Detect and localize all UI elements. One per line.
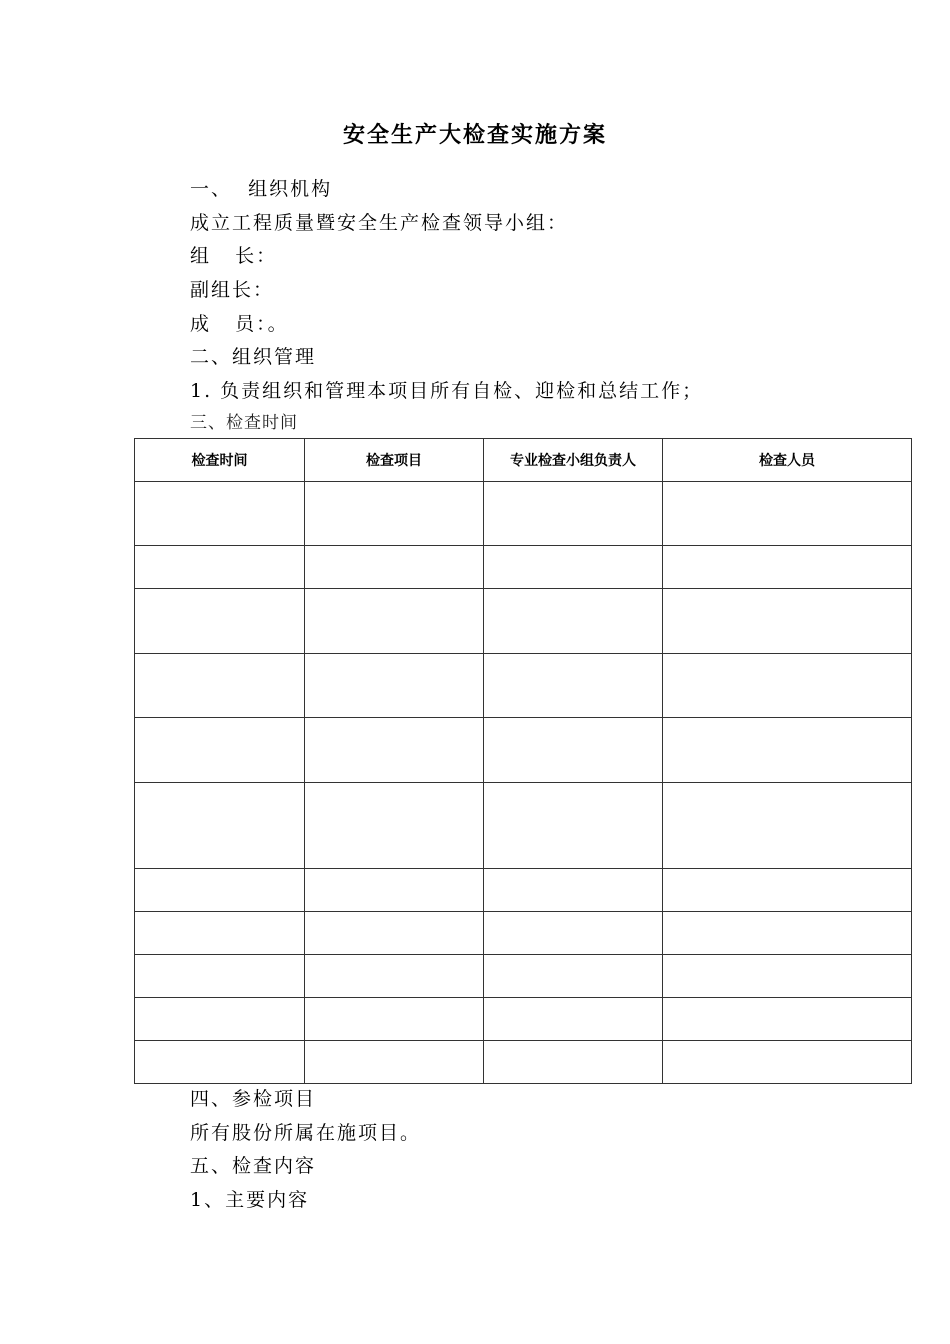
table-cell	[135, 869, 305, 912]
table-cell	[135, 998, 305, 1041]
section-1-text: 成立工程质量暨安全生产检查领导小组：	[190, 212, 569, 234]
table-cell	[484, 589, 663, 654]
table-row	[135, 1041, 912, 1084]
table-cell	[663, 654, 912, 718]
table-cell	[305, 482, 484, 546]
table-cell	[305, 998, 484, 1041]
table-cell	[484, 998, 663, 1041]
table-cell	[135, 783, 305, 869]
table-cell	[484, 482, 663, 546]
section-2-item-1: 1. 负责组织和管理本项目所有自检、迎检和总结工作；	[190, 380, 704, 402]
table-cell	[135, 1041, 305, 1084]
table-cell	[305, 955, 484, 998]
table-cell	[305, 869, 484, 912]
table-cell	[663, 783, 912, 869]
table-cell	[135, 955, 305, 998]
table-cell	[663, 546, 912, 589]
table-cell	[484, 718, 663, 783]
table-body	[135, 482, 912, 1084]
section-1-heading: 一、 组织机构	[190, 178, 333, 200]
table-cell	[663, 1041, 912, 1084]
table-cell	[135, 589, 305, 654]
table-cell	[663, 955, 912, 998]
table-cell	[484, 869, 663, 912]
col-header-leader: 专业检查小组负责人	[484, 439, 663, 482]
table-row	[135, 482, 912, 546]
table-cell	[663, 482, 912, 546]
table-row	[135, 546, 912, 589]
table-cell	[484, 654, 663, 718]
table-row	[135, 869, 912, 912]
section-5-item-1: 1、主要内容	[190, 1189, 310, 1211]
table-cell	[135, 718, 305, 783]
table-row	[135, 654, 912, 718]
col-header-time: 检查时间	[135, 439, 305, 482]
section-5-heading: 五、检查内容	[190, 1155, 317, 1177]
table-row	[135, 589, 912, 654]
table-cell	[484, 912, 663, 955]
table-cell	[663, 589, 912, 654]
table-row	[135, 783, 912, 869]
table-cell	[305, 783, 484, 869]
table-cell	[663, 912, 912, 955]
col-header-inspectors: 检查人员	[663, 439, 912, 482]
inspection-schedule-table	[134, 438, 912, 1084]
table-cell	[663, 998, 912, 1041]
table-cell	[305, 912, 484, 955]
table-cell	[305, 1041, 484, 1084]
members-line: 成 员：。	[190, 313, 289, 335]
table-cell	[484, 546, 663, 589]
table-cell	[663, 869, 912, 912]
table-row	[135, 718, 912, 783]
table-row	[135, 998, 912, 1041]
section-3-heading: 三、检查时间	[190, 413, 298, 433]
table-cell	[135, 546, 305, 589]
table-cell	[484, 1041, 663, 1084]
section-4-text: 所有股份所属在施项目。	[190, 1122, 422, 1144]
leader-line: 组 长：	[190, 245, 278, 267]
table-cell	[135, 654, 305, 718]
table-row	[135, 912, 912, 955]
document-title: 安全生产大检查实施方案	[342, 122, 607, 148]
table-header-row	[135, 439, 912, 482]
table-cell	[305, 589, 484, 654]
table-cell	[305, 546, 484, 589]
table-row	[135, 955, 912, 998]
col-header-item: 检查项目	[305, 439, 484, 482]
table-cell	[484, 955, 663, 998]
table-cell	[305, 654, 484, 718]
table-cell	[663, 718, 912, 783]
deputy-line: 副组长：	[190, 279, 275, 301]
table-cell	[305, 718, 484, 783]
section-2-heading: 二、组织管理	[190, 346, 317, 368]
table-cell	[135, 912, 305, 955]
table-cell	[484, 783, 663, 869]
section-4-heading: 四、参检项目	[190, 1088, 317, 1110]
table-cell	[135, 482, 305, 546]
